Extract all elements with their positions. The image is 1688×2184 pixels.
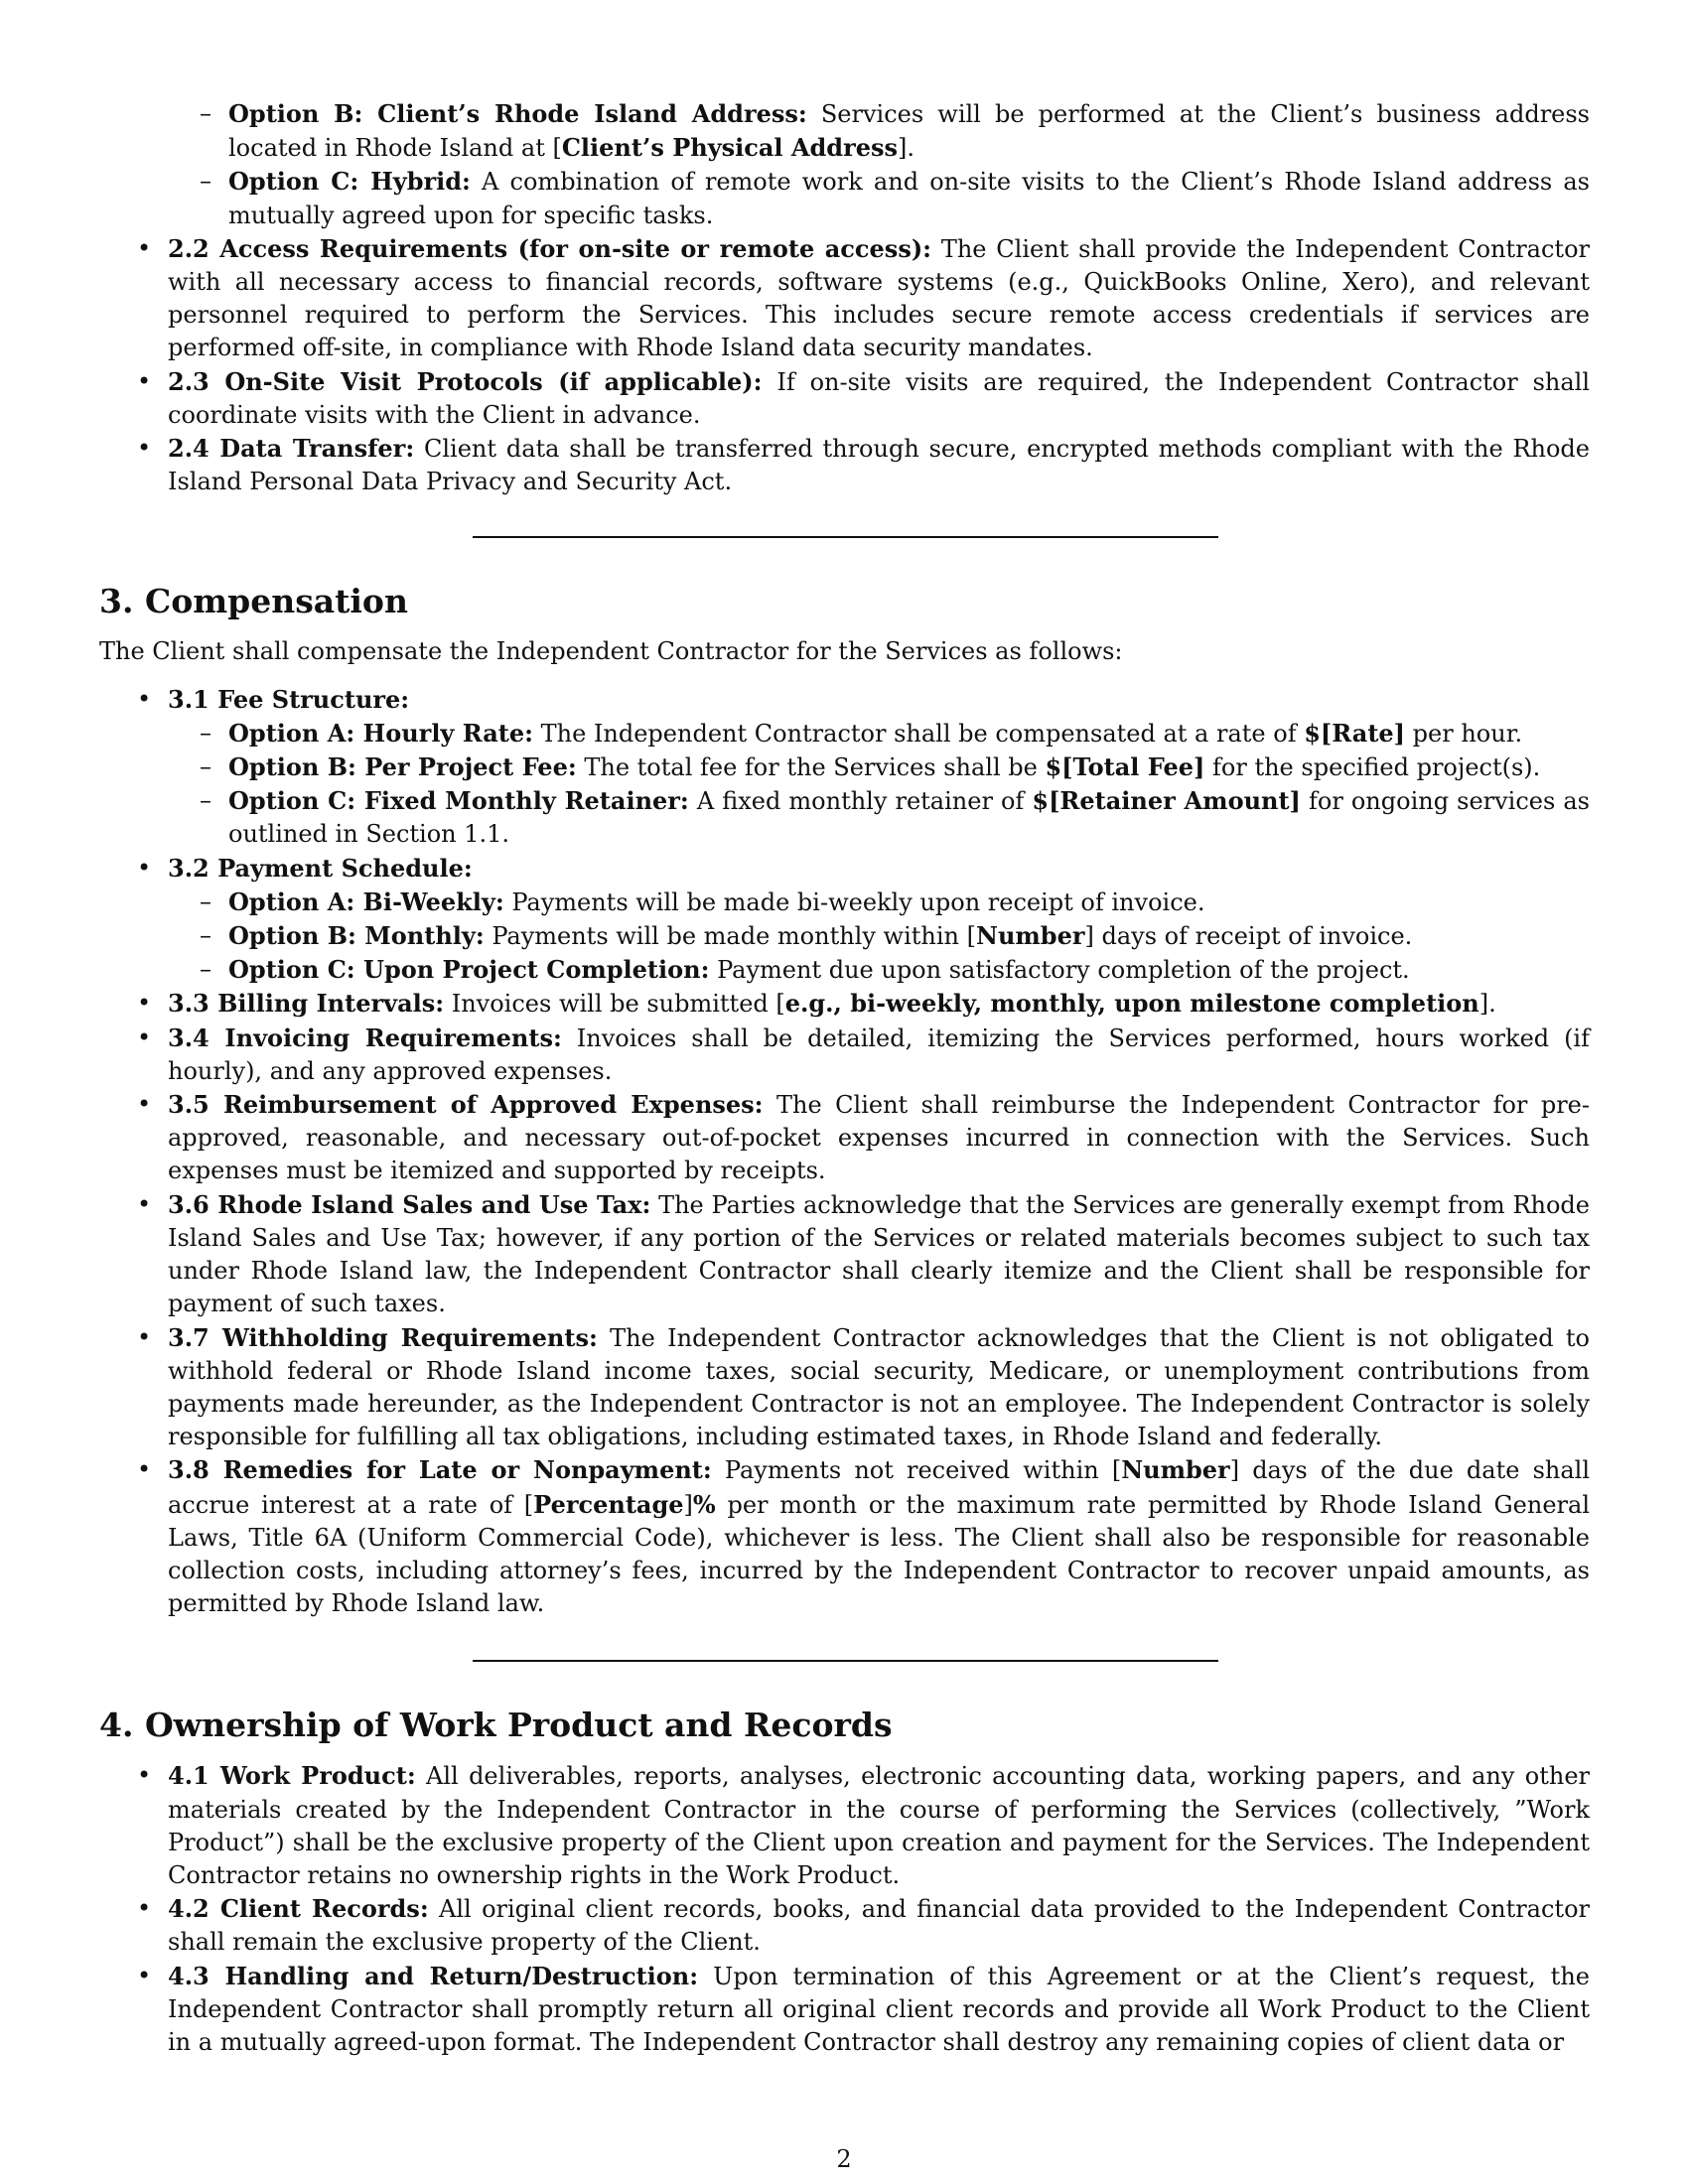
- list-item: – Option C: Hybrid: A combination of remote work and on-site visits to the Client’s Rhode Island address as mutually agreed upon for specific tasks.: [99, 165, 1590, 231]
- section-intro: The Client shall compensate the Independent Contractor for the Services as follows:: [99, 637, 1123, 666]
- list-item: • 2.2 Access Requirements (for on-site or remote access): The Client shall provide the Independent Contractor with all necessary access to financial records, software systems (e.g., QuickBooks Online, Xero), and relevant personnel required to perform the Services. This includes secure remote access credentials if services are performed off-site, in compliance with Rhode Island data security mandates.: [99, 232, 1590, 365]
- list-item: • 4.1 Work Product: All deliverables, reports, analyses, electronic accounting data, working papers, and any other materials created by the Independent Contractor in the course of performing the Services (collectively, ”Work Product”) shall be the exclusive property of the Client upon creation and payment for the Services. The Independent Contractor retains no ownership rights in the Work Product.: [99, 1759, 1590, 1892]
- list-item: – Option C: Fixed Monthly Retainer: A fixed monthly retainer of $[Retainer Amount] for ongoing services as outlined in Section 1.1.: [168, 784, 1590, 851]
- list-item: • 3.5 Reimbursement of Approved Expenses: The Client shall reimburse the Independent Contractor for pre-approved, reasonable, and necessary out-of-pocket expenses incurred in connection with the Services. Such expenses must be itemized and supported by receipts.: [99, 1088, 1590, 1188]
- list-item: • 4.3 Handling and Return/Destruction: Upon termination of this Agreement or at the Client’s request, the Independent Contractor shall promptly return all original client records and provide all Work Product to the Client in a mutually agreed-upon format. The Independent Contractor shall destroy any remaining copies of client data or: [99, 1960, 1590, 2060]
- section3-items-list: [99, 683, 1590, 1621]
- list-item: • 3.2 Payment Schedule: – Option A: Bi-Weekly: Payments will be made bi-weekly upon receipt of invoice. – Option B: Monthly: Payments will be made monthly within [Number] days of receipt of invoice. – Option C: Upon Project Completion: Payment due upon satisfactory completion of the project.: [99, 852, 1590, 988]
- section2-items-list: [99, 232, 1590, 499]
- page-number: 2: [836, 2145, 852, 2173]
- list-item: • 3.1 Fee Structure: – Option A: Hourly Rate: The Independent Contractor shall be compensated at a rate of $[Rate] per hour. – Option B: Per Project Fee: The total fee for the Services shall be $[Total Fee] for the specified project(s). – Option C: Fixed Monthly Retainer: A fixed monthly retainer of $[Retainer Amount] for ongoing services as outlined in Section 1.1.: [99, 683, 1590, 852]
- list-item: • 2.4 Data Transfer: Client data shall be transferred through secure, encrypted methods compliant with the Rhode Island Personal Data Privacy and Security Act.: [99, 432, 1590, 498]
- section2-options-list: [99, 97, 1590, 232]
- list-item: • 3.4 Invoicing Requirements: Invoices shall be detailed, itemizing the Services performed, hours worked (if hourly), and any approved expenses.: [99, 1022, 1590, 1088]
- list-item: – Option A: Bi-Weekly: Payments will be made bi-weekly upon receipt of invoice.: [168, 886, 1590, 919]
- list-item: – Option B: Per Project Fee: The total fee for the Services shall be $[Total Fee] for the specified project(s).: [168, 751, 1590, 784]
- list-item: • 3.7 Withholding Requirements: The Independent Contractor acknowledges that the Client is not obligated to withhold federal or Rhode Island income taxes, social security, Medicare, or unemployment contributions from payments made hereunder, as the Independent Contractor is not an employee. The Independent Contractor is solely responsible for fulfilling all tax obligations, including estimated taxes, in Rhode Island and federally.: [99, 1321, 1590, 1454]
- document-page: [99, 97, 1590, 2059]
- section-heading: 4. Ownership of Work Product and Records: [99, 1706, 893, 1745]
- list-item: – Option B: Monthly: Payments will be made monthly within [Number] days of receipt of invoice.: [168, 919, 1590, 953]
- list-item: • 2.3 On-Site Visit Protocols (if applicable): If on-site visits are required, the Independent Contractor shall coordinate visits with the Client in advance.: [99, 365, 1590, 432]
- list-item: – Option B: Client’s Rhode Island Address: Services will be performed at the Client’s business address located in Rhode Island at [Client’s Physical Address].: [99, 97, 1590, 165]
- payment-options-list: [168, 886, 1590, 988]
- section-heading: 3. Compensation: [99, 582, 408, 621]
- list-item: • 4.2 Client Records: All original client records, books, and financial data provided to the Independent Contractor shall remain the exclusive property of the Client.: [99, 1892, 1590, 1959]
- list-item: – Option A: Hourly Rate: The Independent Contractor shall be compensated at a rate of $[Rate] per hour.: [168, 717, 1590, 751]
- list-item: – Option C: Upon Project Completion: Payment due upon satisfactory completion of the project.: [168, 953, 1590, 987]
- list-item: • 3.8 Remedies for Late or Nonpayment: Payments not received within [Number] days of the due date shall accrue interest at a rate of [Percentage]% per month or the maximum rate permitted by Rhode Island General Laws, Title 6A (Uniform Commercial Code), whichever is less. The Client shall also be responsible for reasonable collection costs, including attorney’s fees, incurred by the Independent Contractor to recover unpaid amounts, as permitted by Rhode Island law.: [99, 1453, 1590, 1620]
- fee-options-list: [168, 717, 1590, 852]
- list-item: • 3.6 Rhode Island Sales and Use Tax: The Parties acknowledge that the Services are generally exempt from Rhode Island Sales and Use Tax; however, if any portion of the Services or related materials becomes subject to such tax under Rhode Island law, the Independent Contractor shall clearly itemize and the Client shall be responsible for payment of such taxes.: [99, 1188, 1590, 1321]
- section4-items-list: [99, 1759, 1590, 2059]
- list-item: • 3.3 Billing Intervals: Invoices will be submitted [e.g., bi-weekly, monthly, upon milestone completion].: [99, 987, 1590, 1021]
